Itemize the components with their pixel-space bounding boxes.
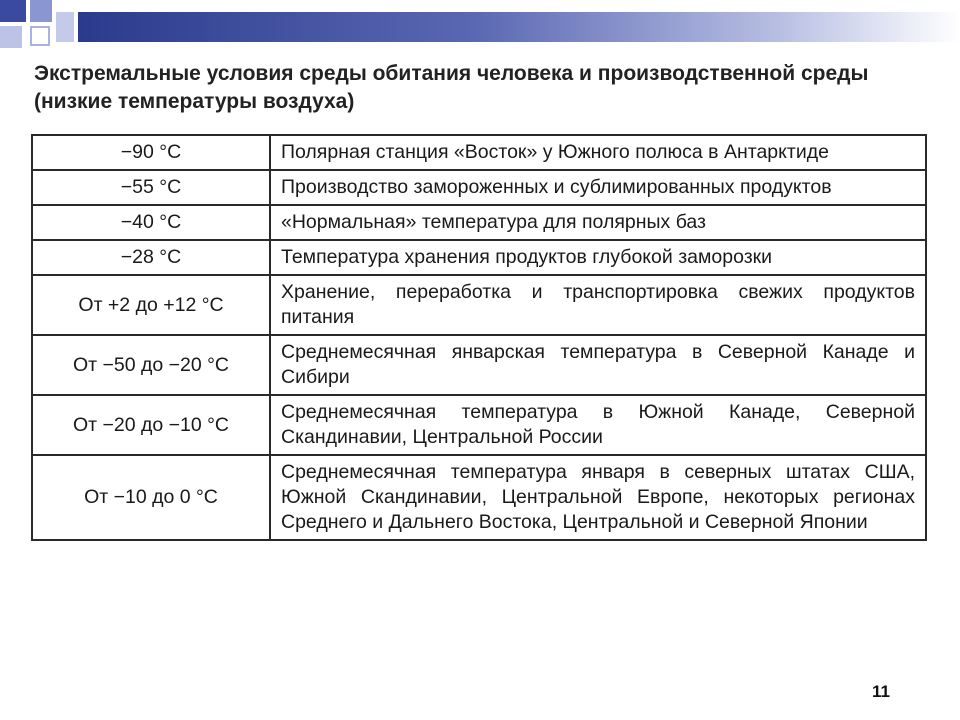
- header-gradient-bar: [78, 12, 960, 42]
- temperature-cell: От −20 до −10 °C: [32, 395, 270, 455]
- temperature-cell: −40 °C: [32, 205, 270, 240]
- page-title: Экстремальные условия среды обитания человека и производственной среды (низкие температуры воздуха): [34, 62, 869, 113]
- description-cell: Среднемесячная температура января в северных штатах США, Южной Скандинавии, Центральной Европе, некоторых регионах Среднего и Дальнего Востока, Центральной и Северной Японии: [270, 455, 926, 540]
- description-cell: Температура хранения продуктов глубокой заморозки: [270, 240, 926, 275]
- table-row: [32, 170, 926, 205]
- description-cell: Производство замороженных и сублимированных продуктов: [270, 170, 926, 205]
- decor-square: [56, 12, 74, 42]
- table-row: [32, 205, 926, 240]
- table-row: [32, 240, 926, 275]
- description-cell: Хранение, переработка и транспортировка свежих продуктов питания: [270, 275, 926, 335]
- decor-square: [30, 0, 52, 22]
- page-number: 11: [872, 682, 890, 701]
- temperature-table: [31, 134, 927, 541]
- temperature-cell: От +2 до +12 °C: [32, 275, 270, 335]
- decor-square: [30, 26, 50, 46]
- description-cell: «Нормальная» температура для полярных баз: [270, 205, 926, 240]
- description-cell: Среднемесячная январская температура в Северной Канаде и Сибири: [270, 335, 926, 395]
- table-row: [32, 455, 926, 540]
- temperature-cell: От −10 до 0 °C: [32, 455, 270, 540]
- table-row: [32, 275, 926, 335]
- decor-square: [0, 26, 22, 48]
- description-cell: Полярная станция «Восток» у Южного полюса в Антарктиде: [270, 135, 926, 170]
- table-row: [32, 335, 926, 395]
- temperature-cell: −90 °C: [32, 135, 270, 170]
- description-cell: Среднемесячная температура в Южной Канаде, Северной Скандинавии, Центральной России: [270, 395, 926, 455]
- temperature-cell: −28 °C: [32, 240, 270, 275]
- table-row: [32, 395, 926, 455]
- decor-square: [0, 0, 26, 22]
- temperature-cell: От −50 до −20 °C: [32, 335, 270, 395]
- table-row: [32, 135, 926, 170]
- header-decoration: [0, 0, 960, 50]
- temperature-cell: −55 °C: [32, 170, 270, 205]
